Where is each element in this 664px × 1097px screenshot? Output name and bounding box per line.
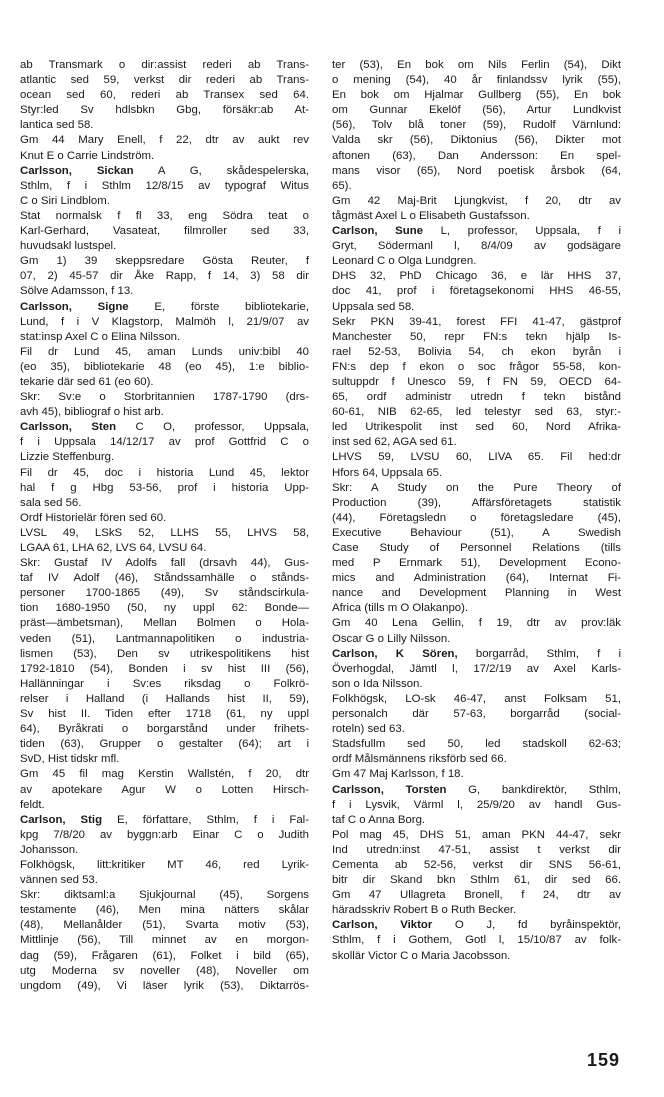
line-text: Gm 44 Mary Enell, f 22, dtr av aukt rev — [20, 134, 309, 147]
line-text: Gm 40 Lena Gellin, f 19, dtr av prov:läk — [332, 617, 621, 630]
line-text: mans visor (65), Nord poetisk årsbok (64, — [332, 164, 621, 177]
text-line — [20, 571, 309, 586]
text-line — [332, 647, 621, 662]
entry-name: Carlson, Sune — [332, 225, 423, 238]
line-text: Ordf Historielär fören sed 60. — [20, 511, 167, 524]
line-text: ungdom (49), Vi läser lyrik (53), Diktarrös- — [20, 979, 309, 992]
text-line — [332, 133, 621, 148]
line-text: roteln) sed 63. — [332, 723, 405, 736]
line-text: f i Uppsala 14/12/17 av prof Gottfrid C o — [20, 436, 309, 449]
text-line — [20, 813, 309, 828]
text-line — [332, 858, 621, 873]
left-text-column — [20, 58, 309, 994]
text-line — [20, 133, 309, 148]
line-text: Gm 42 Maj-Brit Ljungkvist, f 20, dtr av — [332, 194, 621, 207]
text-line — [332, 813, 621, 828]
text-line — [20, 632, 309, 647]
line-text: (56), Tolv blå toner (59), Rudolf Värnlund: — [332, 119, 621, 132]
text-line — [20, 466, 309, 481]
text-line — [332, 254, 621, 269]
text-line — [332, 88, 621, 103]
text-line — [20, 933, 309, 948]
entry-name: Carlsson, Signe — [20, 300, 129, 313]
line-text: O J, fd byråinspektör, — [432, 919, 621, 932]
entry-name: Carlson, Viktor — [332, 919, 433, 932]
text-line — [332, 511, 621, 526]
line-text: lantica sed 58. — [20, 119, 94, 132]
text-line — [332, 662, 621, 677]
line-text: Valda skr (56), Diktonius (56), Dikter mot — [332, 134, 621, 147]
text-line — [20, 118, 309, 133]
line-text: sultuppdr f Unesco 59, f FN 59, OECD 64- — [332, 375, 621, 388]
text-line — [20, 722, 309, 737]
line-text: veden (51), Lantmannapolitiken o industria- — [20, 632, 309, 645]
line-text: (48), Mellanålder (51), Svarta motiv (53), — [20, 919, 309, 932]
line-text: avh 45), bibliograf o hist arb. — [20, 406, 164, 419]
line-text: Knut E o Carrie Lindström. — [20, 149, 155, 162]
text-line — [20, 964, 309, 979]
text-line — [332, 616, 621, 631]
text-line — [20, 888, 309, 903]
line-text: ab Transmark o dir:assist rederi ab Trans- — [20, 59, 309, 71]
text-line — [332, 269, 621, 284]
text-line — [332, 707, 621, 722]
line-text: Gm 47 Ullagreta Bronell, f 24, dtr av — [332, 889, 621, 902]
text-line — [332, 692, 621, 707]
text-line — [332, 73, 621, 88]
text-line — [332, 752, 621, 767]
text-line — [332, 345, 621, 360]
text-line — [20, 179, 309, 194]
line-text: taf C o Anna Borg. — [332, 813, 426, 826]
line-text: Gm 47 Maj Karlsson, f 18. — [332, 768, 464, 781]
line-text: 65). — [332, 179, 352, 192]
text-line — [20, 918, 309, 933]
text-line — [332, 194, 621, 209]
line-text: tekarie där sed 61 (eo 60). — [20, 375, 154, 388]
text-line — [332, 405, 621, 420]
line-text: Stat normalsk f fl 33, eng Södra teat o — [20, 209, 309, 222]
text-line — [332, 722, 621, 737]
text-line — [20, 783, 309, 798]
right-text-column — [332, 58, 621, 964]
line-text: personalch där 57-63, borgarråd (social- — [332, 708, 621, 721]
line-text: testamente (46), Men mina nätters skålar — [20, 904, 309, 917]
line-text: E, författare, Sthlm, f i Fal- — [102, 813, 309, 826]
line-text: borgarråd, Sthlm, f i — [457, 647, 621, 660]
text-line — [20, 737, 309, 752]
entry-name: Carlsson, Torsten — [332, 783, 447, 796]
text-line — [332, 677, 621, 692]
text-line — [20, 556, 309, 571]
text-line — [20, 375, 309, 390]
line-text: Skr: diktsaml:a Sjukjournal (45), Sorgens — [20, 889, 309, 902]
text-line — [20, 88, 309, 103]
line-text: skollär Victor C o Maria Jacobsson. — [332, 949, 511, 962]
line-text: utg Moderna sv noveller (48), Noveller om — [20, 964, 309, 977]
text-line — [20, 390, 309, 405]
entry-name: Carlson, Stig — [20, 813, 103, 826]
line-text: G, bankdirektör, Sthlm, — [446, 783, 621, 796]
text-line — [20, 873, 309, 888]
text-line — [20, 345, 309, 360]
line-text: om Gunnar Ekelöf (56), Artur Lundkvist — [332, 104, 621, 117]
text-line — [20, 903, 309, 918]
line-text: Sv hist II. Tiden efter 1718 (61, ny uppl — [20, 708, 309, 721]
text-line — [332, 375, 621, 390]
line-text: Folkhögsk, litt:kritiker MT 46, red Lyrik- — [20, 858, 309, 871]
line-text: C o Siri Lindblom. — [20, 194, 110, 207]
text-line — [20, 541, 309, 556]
line-text: häradsskriv Robert B o Ruth Becker. — [332, 904, 517, 917]
text-line — [20, 330, 309, 345]
line-text: Sölve Adamsson, f 13. — [20, 285, 134, 298]
line-text: tion 1680-1950 (50, ny uppl 62: Bonde— — [20, 602, 309, 615]
line-text: Johansson. — [20, 843, 79, 856]
text-line — [20, 405, 309, 420]
line-text: Fil dr Lund 45, aman Lunds univ:bibl 40 — [20, 345, 309, 358]
text-line — [20, 149, 309, 164]
text-line — [20, 586, 309, 601]
line-text: Överhogdal, Jämtl l, 17/2/19 av Axel Karls- — [332, 662, 621, 675]
line-text: Cementa ab 52-56, verkst dir SNS 56-61, — [332, 858, 621, 871]
text-line — [332, 481, 621, 496]
text-line — [20, 315, 309, 330]
line-text: Karl-Gerhard, Vasateat, filmroller sed 33, — [20, 225, 309, 238]
line-text: Folkhögsk, LO-sk 46-47, anst Folksam 51, — [332, 692, 621, 705]
line-text: Skr: Gustaf IV Adolfs fall (drsavh 44), Gus- — [20, 557, 309, 570]
line-text: E, förste bibliotekarie, — [128, 300, 309, 313]
text-line — [332, 496, 621, 511]
text-line — [20, 767, 309, 782]
line-text: Skr: Sv:e o Storbritannien 1787-1790 (drs- — [20, 391, 309, 404]
text-line — [332, 179, 621, 194]
text-line — [332, 828, 621, 843]
line-text: Gm 1) 39 skeppsredare Gösta Reuter, f — [20, 255, 309, 268]
line-text: LVSL 49, LSkS 52, LLHS 55, LHVS 58, — [20, 526, 309, 539]
text-line — [332, 58, 621, 73]
text-line — [332, 224, 621, 239]
text-line — [20, 798, 309, 813]
text-line — [20, 103, 309, 118]
line-text: LHVS 59, LVSU 60, LIVA 65. Fil hed:dr — [332, 451, 621, 464]
line-text: Skr: A Study on the Pure Theory of — [332, 481, 621, 494]
line-text: ocean sed 60, rederi ab Transex sed 64. — [20, 89, 309, 102]
text-line — [20, 496, 309, 511]
line-text: Lund, f i V Klagstorp, Malmöh l, 21/9/07 av — [20, 315, 309, 328]
text-line — [332, 949, 621, 964]
line-text: LGAA 61, LHA 62, LVS 64, LVSU 64. — [20, 542, 207, 554]
line-text: huvudsakl lustspel. — [20, 240, 117, 253]
text-line — [20, 269, 309, 284]
line-text: nance and Development Planning in West — [332, 587, 621, 600]
line-text: sala sed 56. — [20, 496, 82, 509]
text-line — [20, 616, 309, 631]
line-text: Case Study of Personnel Relations (tills — [332, 542, 621, 554]
text-line — [20, 828, 309, 843]
page-number: 159 — [586, 1050, 620, 1070]
line-text: 1792-1810 (54), Bonden i sv hist III (56), — [20, 662, 309, 675]
text-line — [20, 979, 309, 994]
entry-name: Carlsson, Sickan — [20, 164, 134, 177]
text-line — [20, 224, 309, 239]
text-line — [20, 949, 309, 964]
text-line — [332, 435, 621, 450]
line-text: rael 52-53, Bolivia 54, ch ekon byrån i — [332, 345, 621, 358]
text-line — [20, 662, 309, 677]
text-line — [20, 692, 309, 707]
text-line — [332, 209, 621, 224]
text-line — [332, 390, 621, 405]
line-text: Manchester 50, repr FN:s tekn hjälp Is- — [332, 330, 621, 343]
text-line — [332, 933, 621, 948]
line-text: led Utrikespolit inst sed 60, Nord Afrika- — [332, 421, 621, 434]
text-line — [332, 903, 621, 918]
text-line — [20, 420, 309, 435]
text-line — [332, 767, 621, 782]
text-line — [332, 315, 621, 330]
text-line — [20, 858, 309, 873]
text-line — [20, 647, 309, 662]
line-text: son o Ida Nilsson. — [332, 677, 423, 690]
text-line — [20, 511, 309, 526]
line-text: 64), Byråkrati o borgarstånd under frihets- — [20, 723, 309, 736]
line-text: (44), Företagsledn o företagsledare (45), — [332, 511, 621, 524]
line-text: Ind utredn:inst 47-51, assist t verkst dir — [332, 843, 621, 856]
text-line — [20, 677, 309, 692]
line-text: 65, ordf administr utredn f tekn bistånd — [332, 391, 621, 404]
text-line — [332, 118, 621, 133]
line-text: Sthlm, f i Sthlm 12/8/15 av typograf Witus — [20, 179, 309, 192]
line-text: Leonard C o Olga Lundgren. — [332, 255, 477, 268]
text-line — [332, 284, 621, 299]
line-text: L, professor, Uppsala, f i — [423, 225, 621, 238]
line-text: 60-61, NIB 62-65, led telestyr sed 63, styr:- — [332, 406, 621, 419]
line-text: tågmäst Axel L o Elisabeth Gustafsson. — [332, 209, 530, 222]
line-text: Gryt, Södermanl l, 8/4/09 av godsägare — [332, 240, 621, 253]
text-line — [20, 526, 309, 541]
text-line — [20, 239, 309, 254]
text-line — [20, 254, 309, 269]
text-line — [20, 73, 309, 88]
line-text: lismen (53), Den sv utrikespolitikens hist — [20, 647, 309, 660]
text-line — [332, 239, 621, 254]
text-line — [332, 632, 621, 647]
line-text: stat:insp Axel C o Elina Nilsson. — [20, 330, 181, 343]
line-text: Pol mag 45, DHS 51, aman PKN 44-47, sekr — [332, 828, 621, 841]
line-text: relser i Halland (i Hallands hist II, 59), — [20, 692, 309, 705]
line-text: Production (39), Affärsföretagets statistik — [332, 496, 621, 509]
text-line — [332, 783, 621, 798]
text-line — [332, 450, 621, 465]
line-text: Gm 45 fil mag Kerstin Wallstén, f 20, dtr — [20, 768, 309, 781]
line-text: Sthlm, f i Gothem, Gotl l, 15/10/87 av folk- — [332, 934, 621, 947]
line-text: f i Lysvik, Värml l, 25/9/20 av handl Gus- — [332, 798, 621, 811]
line-text: doc 41, prof i företagsekonomi HHS 46-55, — [332, 285, 621, 298]
line-text: ordf Målsmännens riksförb sed 66. — [332, 753, 507, 766]
line-text: bitr dir Skand bkn Sthlm 61, dir sed 66. — [332, 874, 621, 887]
line-text: hal f g Hbg 53-56, prof i historia Upp- — [20, 481, 309, 494]
text-line — [20, 209, 309, 224]
text-line — [332, 164, 621, 179]
text-line — [20, 707, 309, 722]
line-text: aftonen (63), Dan Andersson: En spel- — [332, 149, 621, 162]
line-text: Styr:led Sv hdlsbkn Gbg, försäkr:ab At- — [20, 104, 309, 117]
text-line — [332, 103, 621, 118]
line-text: A G, skådespelerska, — [133, 164, 309, 177]
line-text: Hfors 64, Uppsala 65. — [332, 466, 443, 479]
text-line — [332, 149, 621, 164]
line-text: Oscar G o Lilly Nilsson. — [332, 632, 451, 645]
text-line — [332, 843, 621, 858]
text-line — [20, 360, 309, 375]
line-text: Sekr PKN 39-41, forest FFI 41-47, gästprof — [332, 315, 621, 328]
line-text: C O, professor, Uppsala, — [116, 421, 309, 434]
line-text: En bok om Hjalmar Gullberg (55), En bok — [332, 89, 621, 102]
line-text: Hallänningar i Sv:es riksdag o Folkrö- — [20, 677, 309, 690]
text-line — [332, 466, 621, 481]
text-line — [332, 737, 621, 752]
text-line — [332, 918, 621, 933]
line-text: 07, 2) 45-57 dir Åke Rapp, f 14, 3) 58 dir — [20, 270, 309, 283]
line-text: FN:s dep f ekon o soc frågor 55-58, kon- — [332, 360, 621, 373]
line-text: mics and Administration (64), Internat Fi- — [332, 572, 621, 585]
text-line — [20, 601, 309, 616]
text-line — [332, 873, 621, 888]
line-text: DHS 32, PhD Chicago 36, e lär HHS 37, — [332, 270, 621, 283]
line-text: atlantic sed 59, verkst dir rederi ab Trans- — [20, 74, 309, 87]
line-text: taf IV Adolf (46), Ståndssamhälle o stånds- — [20, 572, 309, 585]
text-line — [20, 843, 309, 858]
text-line — [332, 601, 621, 616]
line-text: kpg 7/8/20 av byggn:arb Einar C o Judith — [20, 828, 309, 841]
line-text: personer 1700-1865 (49), Sv ståndscirkula- — [20, 587, 309, 600]
text-line — [20, 164, 309, 179]
line-text: Executive Behaviour (51), A Swedish — [332, 526, 621, 539]
text-line — [20, 300, 309, 315]
text-line — [332, 300, 621, 315]
line-text: inst sed 62, AGA sed 61. — [332, 436, 457, 449]
text-line — [20, 284, 309, 299]
line-text: (eo 35), bibliotekarie 48 (eo 45), 1:e biblio- — [20, 360, 309, 373]
line-text: SvD, Hist tidskr mfl. — [20, 753, 120, 766]
line-text: vännen sed 53. — [20, 874, 98, 887]
entry-name: Carlson, K Sören, — [332, 647, 458, 660]
line-text: Africa (tills m O Olakanpo). — [332, 602, 469, 615]
line-text: Lizzie Steffenburg. — [20, 451, 115, 464]
text-line — [332, 798, 621, 813]
text-line — [332, 586, 621, 601]
text-line — [332, 541, 621, 556]
line-text: Fil dr 45, doc i historia Lund 45, lektor — [20, 466, 309, 479]
line-text: o mening (54), 40 år finlandssv lyrik (55), — [332, 74, 621, 87]
line-text: dag (59), Frågaren (61), Folket i bild (65), — [20, 949, 309, 962]
line-text: av apotekare Agur W o Lotten Hirsch- — [20, 783, 309, 796]
text-line — [332, 420, 621, 435]
line-text: med P Ernmark 51), Development Econo- — [332, 557, 621, 570]
text-line — [20, 481, 309, 496]
entry-name: Carlsson, Sten — [20, 421, 117, 434]
text-line — [20, 194, 309, 209]
line-text: feldt. — [20, 798, 45, 811]
text-line — [332, 888, 621, 903]
text-line — [332, 556, 621, 571]
text-line — [332, 526, 621, 541]
line-text: Stadsfullm sed 50, led stadskoll 62-63; — [332, 738, 621, 751]
line-text: tiden (63), Grupper o gestalter (64); art i — [20, 738, 309, 751]
text-line — [20, 752, 309, 767]
line-text: präst—ämbetsman), Mellan Bolmen o Hola- — [20, 617, 309, 630]
text-line — [20, 450, 309, 465]
text-line — [332, 571, 621, 586]
text-line — [332, 330, 621, 345]
text-line — [20, 58, 309, 73]
line-text: Mittlinje (56), Till minnet av en morgon- — [20, 934, 309, 947]
line-text: Uppsala sed 58. — [332, 300, 415, 313]
text-line — [332, 360, 621, 375]
line-text: ter (53), En bok om Nils Ferlin (54), Dikt — [332, 59, 621, 71]
text-line — [20, 435, 309, 450]
